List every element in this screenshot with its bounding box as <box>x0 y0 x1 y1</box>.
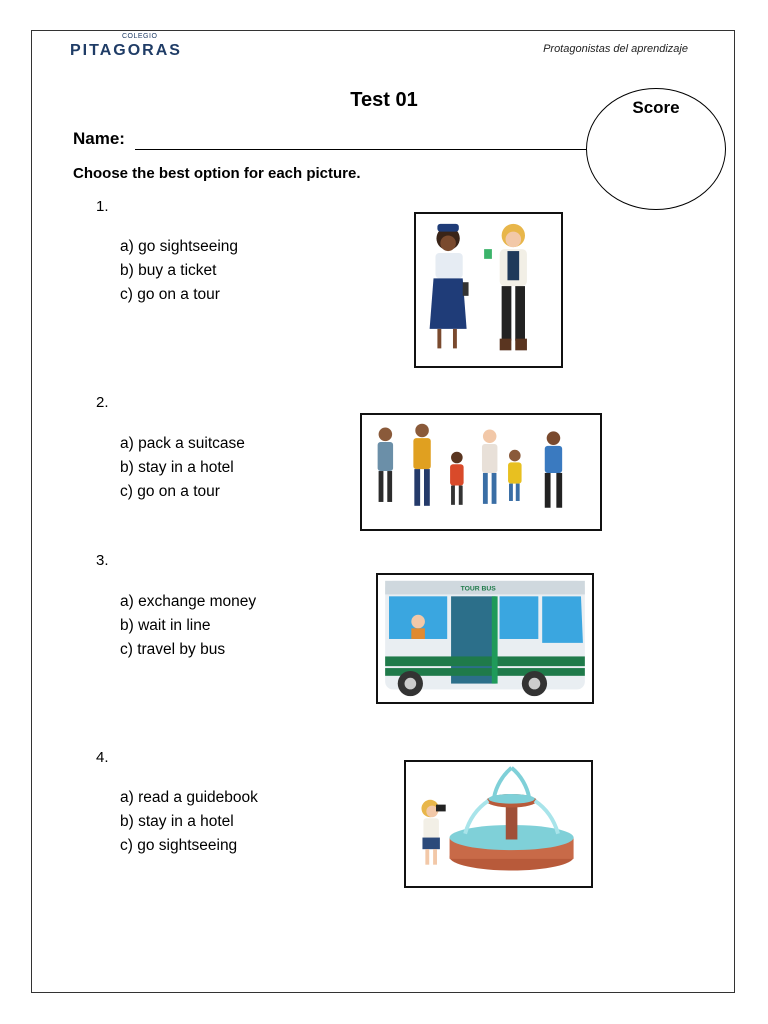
option-c[interactable]: c) go on a tour <box>120 483 220 500</box>
option-c[interactable]: c) travel by bus <box>120 641 226 658</box>
name-label: Name: <box>73 129 125 148</box>
option-a[interactable]: a) go sightseeing <box>120 238 239 255</box>
bus-sign-text: TOUR BUS <box>460 585 496 593</box>
option-b[interactable]: b) wait in line <box>120 617 211 634</box>
question-1-number: 1. <box>96 198 109 215</box>
question-4-options <box>120 786 258 858</box>
group-tour-picture <box>360 413 602 531</box>
name-field-line[interactable] <box>135 149 586 150</box>
option-b[interactable]: b) stay in a hotel <box>120 813 234 830</box>
option-b[interactable]: b) stay in a hotel <box>120 459 234 476</box>
instructions: Choose the best option for each picture. <box>73 165 361 182</box>
question-3-number: 3. <box>96 552 109 569</box>
question-1-options <box>120 235 238 307</box>
tour-bus-picture <box>376 573 594 704</box>
logo-subtitle: COLEGIO <box>122 33 158 40</box>
option-a[interactable]: a) exchange money <box>120 593 257 610</box>
score-circle <box>586 88 726 210</box>
option-c[interactable]: c) go on a tour <box>120 286 220 303</box>
school-logo <box>70 33 210 61</box>
question-4-number: 4. <box>96 749 109 766</box>
test-title: Test 01 <box>350 89 418 111</box>
option-b[interactable]: b) buy a ticket <box>120 262 217 279</box>
score-label: Score <box>632 98 680 117</box>
ticket-purchase-picture <box>414 212 563 368</box>
question-2-options <box>120 432 245 504</box>
logo-wordmark: PITAGORAS <box>70 42 182 59</box>
question-3-options <box>120 590 256 662</box>
option-c[interactable]: c) go sightseeing <box>120 837 238 854</box>
option-a[interactable]: a) pack a suitcase <box>120 435 245 452</box>
fountain-sightseeing-picture <box>404 760 593 888</box>
option-a[interactable]: a) read a guidebook <box>120 789 258 806</box>
tagline: Protagonistas del aprendizaje <box>543 43 688 55</box>
question-2-number: 2. <box>96 394 109 411</box>
